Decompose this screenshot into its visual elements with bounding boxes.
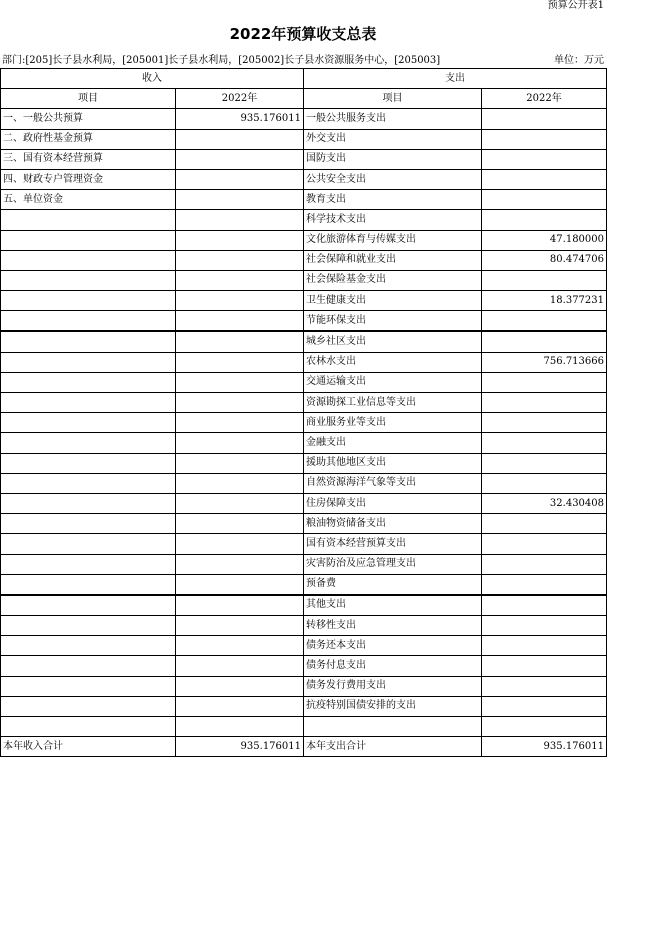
income-value-cell: [176, 636, 304, 656]
table-row: [1, 656, 607, 676]
income-year-header: 2022年: [176, 89, 304, 109]
income-value-cell: [176, 616, 304, 636]
expense-value-cell: [482, 413, 607, 433]
expense-value-cell: [482, 149, 607, 169]
expense-value-cell: [482, 595, 607, 616]
expense-value-cell: [482, 393, 607, 413]
income-value-cell: [176, 270, 304, 290]
expense-value-cell: [482, 636, 607, 656]
income-header: 收入: [1, 69, 304, 89]
table-row: [1, 169, 607, 189]
expense-item-cell: 交通运输支出: [304, 372, 482, 392]
income-value-cell: [176, 291, 304, 311]
expense-value-cell: [482, 433, 607, 453]
expense-value-cell: [482, 534, 607, 554]
table-row: [1, 331, 607, 352]
expense-value-cell: 47.180000: [482, 230, 607, 250]
expense-value-cell: [482, 574, 607, 595]
income-item-cell: [1, 453, 176, 473]
expense-value-cell: [482, 514, 607, 534]
income-value-cell: [176, 129, 304, 149]
table-row: [1, 595, 607, 616]
expense-item-header: 项目: [304, 89, 482, 109]
income-value-cell: [176, 372, 304, 392]
income-item-cell: [1, 717, 176, 737]
table-row: [1, 696, 607, 716]
expense-item-cell: 其他支出: [304, 595, 482, 616]
expense-value-cell: [482, 453, 607, 473]
income-value-cell: 935.176011: [176, 109, 304, 129]
expense-value-cell: [482, 210, 607, 230]
expense-item-cell: 节能环保支出: [304, 311, 482, 332]
expense-item-cell: 外交支出: [304, 129, 482, 149]
income-value-cell: [176, 453, 304, 473]
table-row: [1, 473, 607, 493]
expense-item-cell: 商业服务业等支出: [304, 413, 482, 433]
income-item-cell: [1, 636, 176, 656]
income-item-cell: [1, 493, 176, 513]
expense-item-cell: 粮油物资储备支出: [304, 514, 482, 534]
expense-item-cell: 公共安全支出: [304, 169, 482, 189]
expense-total-value: 935.176011: [482, 737, 607, 757]
table-row: [1, 393, 607, 413]
table-row: [1, 636, 607, 656]
expense-item-cell: 抗疫特别国债安排的支出: [304, 696, 482, 716]
expense-item-cell: 国有资本经营预算支出: [304, 534, 482, 554]
income-item-cell: [1, 413, 176, 433]
income-value-cell: [176, 493, 304, 513]
income-value-cell: [176, 696, 304, 716]
table-row: [1, 270, 607, 290]
income-value-cell: [176, 169, 304, 189]
income-value-cell: [176, 473, 304, 493]
form-id: 预算公开表1: [547, 0, 604, 11]
table-row: [1, 250, 607, 270]
income-item-cell: [1, 230, 176, 250]
income-value-cell: [176, 595, 304, 616]
income-item-cell: [1, 352, 176, 372]
income-item-cell: 一、一般公共预算: [1, 109, 176, 129]
income-item-cell: [1, 616, 176, 636]
expense-item-cell: 债务还本支出: [304, 636, 482, 656]
income-value-cell: [176, 676, 304, 696]
income-total-value: 935.176011: [176, 737, 304, 757]
table-row: [1, 554, 607, 574]
income-item-cell: 五、单位资金: [1, 190, 176, 210]
income-item-cell: [1, 676, 176, 696]
table-row: [1, 433, 607, 453]
income-value-cell: [176, 393, 304, 413]
expense-item-cell: 自然资源海洋气象等支出: [304, 473, 482, 493]
income-item-cell: 二、政府性基金预算: [1, 129, 176, 149]
income-value-cell: [176, 514, 304, 534]
income-item-cell: [1, 433, 176, 453]
expense-total-label: 本年支出合计: [304, 737, 482, 757]
expense-year-header: 2022年: [482, 89, 607, 109]
expense-item-cell: 社会保险基金支出: [304, 270, 482, 290]
income-item-cell: [1, 595, 176, 616]
expense-item-cell: 国防支出: [304, 149, 482, 169]
expense-value-cell: [482, 656, 607, 676]
expense-item-cell: 资源勘探工业信息等支出: [304, 393, 482, 413]
expense-value-cell: [482, 554, 607, 574]
income-value-cell: [176, 190, 304, 210]
budget-table: [0, 68, 607, 757]
table-row: [1, 372, 607, 392]
expense-item-cell: 文化旅游体育与传媒支出: [304, 230, 482, 250]
table-row: [1, 129, 607, 149]
income-value-cell: [176, 574, 304, 595]
income-value-cell: [176, 149, 304, 169]
expense-item-cell: 社会保障和就业支出: [304, 250, 482, 270]
unit-label: 单位：万元: [554, 55, 604, 66]
income-value-cell: [176, 311, 304, 332]
income-value-cell: [176, 250, 304, 270]
table-row: [1, 311, 607, 332]
expense-item-cell: 城乡社区支出: [304, 331, 482, 352]
income-item-cell: 三、国有资本经营预算: [1, 149, 176, 169]
income-item-cell: [1, 696, 176, 716]
expense-item-cell: 预备费: [304, 574, 482, 595]
expense-value-cell: [482, 190, 607, 210]
expense-value-cell: [482, 372, 607, 392]
table-row: [1, 514, 607, 534]
income-item-cell: [1, 514, 176, 534]
expense-item-cell: 卫生健康支出: [304, 291, 482, 311]
income-item-cell: 四、财政专户管理资金: [1, 169, 176, 189]
income-item-cell: [1, 270, 176, 290]
income-value-cell: [176, 331, 304, 352]
table-row: [1, 190, 607, 210]
expense-value-cell: [482, 311, 607, 332]
income-item-cell: [1, 331, 176, 352]
expense-item-cell: 灾害防治及应急管理支出: [304, 554, 482, 574]
expense-item-cell: 转移性支出: [304, 616, 482, 636]
income-item-cell: [1, 534, 176, 554]
income-item-cell: [1, 250, 176, 270]
income-value-cell: [176, 352, 304, 372]
expense-item-cell: 住房保障支出: [304, 493, 482, 513]
table-row: [1, 149, 607, 169]
income-item-cell: [1, 574, 176, 595]
income-item-cell: [1, 291, 176, 311]
section-header-row: [1, 69, 607, 89]
totals-row: [1, 737, 607, 757]
income-item-cell: [1, 311, 176, 332]
expense-value-cell: 32.430408: [482, 493, 607, 513]
expense-value-cell: [482, 109, 607, 129]
table-row: [1, 493, 607, 513]
expense-item-cell: 债务发行费用支出: [304, 676, 482, 696]
income-item-header: 项目: [1, 89, 176, 109]
table-row: [1, 717, 607, 737]
income-value-cell: [176, 656, 304, 676]
expense-value-cell: [482, 717, 607, 737]
expense-item-cell: 一般公共服务支出: [304, 109, 482, 129]
income-value-cell: [176, 413, 304, 433]
income-item-cell: [1, 473, 176, 493]
table-row: [1, 352, 607, 372]
expense-value-cell: 756.713666: [482, 352, 607, 372]
expense-value-cell: [482, 676, 607, 696]
expense-item-cell: 金融支出: [304, 433, 482, 453]
table-row: [1, 109, 607, 129]
expense-value-cell: [482, 473, 607, 493]
expense-item-cell: [304, 717, 482, 737]
income-value-cell: [176, 433, 304, 453]
table-row: [1, 676, 607, 696]
expense-value-cell: [482, 169, 607, 189]
income-value-cell: [176, 717, 304, 737]
expense-header: 支出: [304, 69, 607, 89]
expense-item-cell: 援助其他地区支出: [304, 453, 482, 473]
income-item-cell: [1, 656, 176, 676]
income-value-cell: [176, 230, 304, 250]
expense-value-cell: [482, 616, 607, 636]
table-row: [1, 616, 607, 636]
table-row: [1, 534, 607, 554]
income-item-cell: [1, 554, 176, 574]
table-row: [1, 230, 607, 250]
expense-value-cell: [482, 331, 607, 352]
table-row: [1, 210, 607, 230]
income-total-label: 本年收入合计: [1, 737, 176, 757]
table-row: [1, 574, 607, 595]
expense-value-cell: [482, 129, 607, 149]
expense-item-cell: 教育支出: [304, 190, 482, 210]
expense-value-cell: [482, 270, 607, 290]
expense-value-cell: 80.474706: [482, 250, 607, 270]
department-label: 部门:[205]长子县水利局，[205001]长子县水利局，[205002]长子县水资源服务中心，[205003]: [2, 55, 441, 66]
expense-value-cell: [482, 696, 607, 716]
page-title: 2022年预算收支总表: [229, 25, 377, 43]
income-item-cell: [1, 210, 176, 230]
expense-value-cell: 18.377231: [482, 291, 607, 311]
expense-item-cell: 科学技术支出: [304, 210, 482, 230]
expense-item-cell: 债务付息支出: [304, 656, 482, 676]
table-row: [1, 453, 607, 473]
column-header-row: [1, 89, 607, 109]
income-value-cell: [176, 554, 304, 574]
table-row: [1, 413, 607, 433]
expense-item-cell: 农林水支出: [304, 352, 482, 372]
income-value-cell: [176, 534, 304, 554]
income-value-cell: [176, 210, 304, 230]
income-item-cell: [1, 393, 176, 413]
table-row: [1, 291, 607, 311]
income-item-cell: [1, 372, 176, 392]
